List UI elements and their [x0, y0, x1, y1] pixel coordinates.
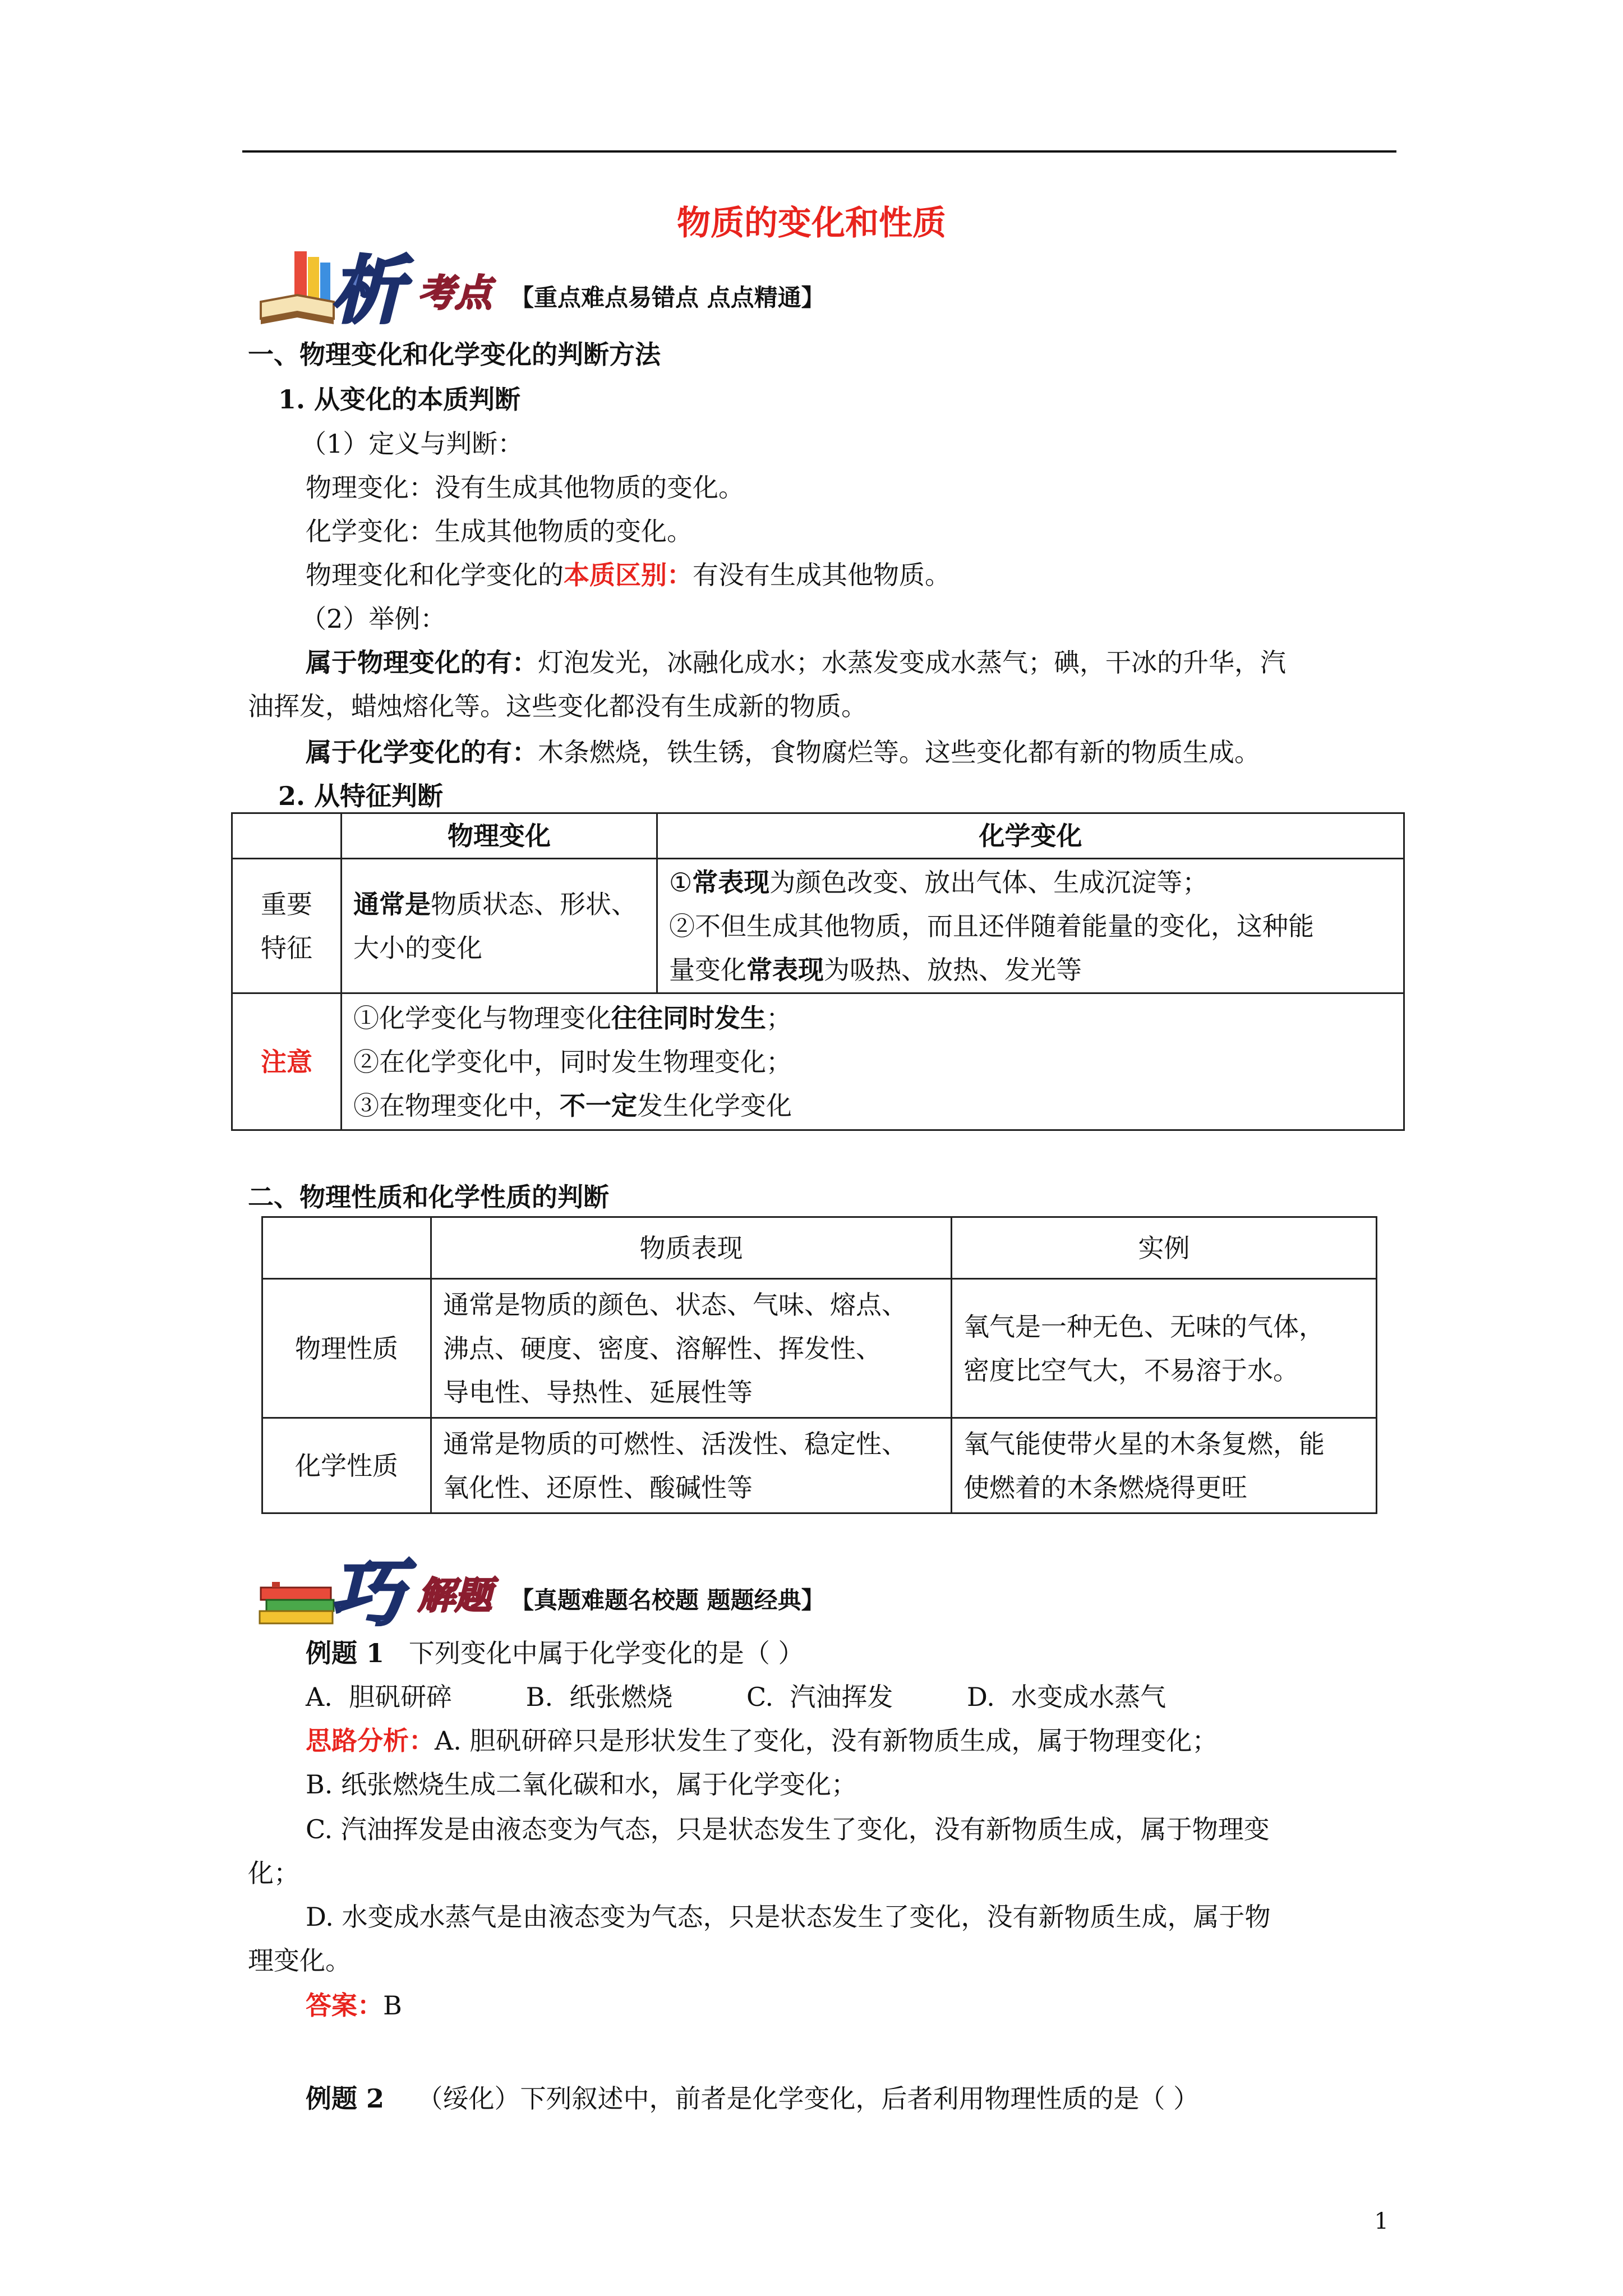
- bold-text: 通常是: [353, 889, 431, 919]
- section-banner-solve: [255, 1548, 928, 1644]
- text: ①: [669, 867, 693, 898]
- analysis-text: C. 汽油挥发是由液态变为气态，只是状态发生了变化，没有新物质生成，属于物理变: [306, 1814, 1270, 1844]
- page-title: 物质的变化和性质: [677, 204, 946, 243]
- paragraph: [306, 736, 1260, 769]
- row-label: 物理性质: [262, 1279, 431, 1418]
- paragraph: 化学变化：生成其他物质的变化。: [306, 516, 693, 546]
- text: 灯泡发光，冰融化成水；水蒸发变成水蒸气；碘，干冰的升华，汽: [538, 647, 1286, 678]
- bold-text: 常表现: [746, 954, 824, 985]
- section-heading: 二、物理性质和化学性质的判断: [248, 1182, 609, 1212]
- paragraph: 油挥发，蜡烛熔化等。这些变化都没有生成新的物质。: [248, 691, 867, 721]
- table-header: 实例: [952, 1217, 1377, 1279]
- text: 发生化学变化: [637, 1090, 792, 1121]
- table-cell: [657, 859, 1404, 993]
- text: 导电性、导热性、延展性等: [443, 1377, 753, 1407]
- text: 使燃着的木条燃烧得更旺: [963, 1472, 1247, 1503]
- answer-value: B: [383, 1990, 402, 2021]
- paragraph: [306, 471, 744, 504]
- example-question: [306, 1637, 804, 1669]
- row-label: 重要: [261, 889, 312, 919]
- analysis-label: 思路分析：: [306, 1726, 435, 1756]
- text: 为颜色改变、放出气体、生成沉淀等；: [769, 867, 1209, 898]
- paragraph: [306, 559, 951, 591]
- text: 通常是物质的可燃性、活泼性、稳定性、: [443, 1428, 907, 1459]
- bold-text: 常表现: [692, 867, 770, 898]
- note-label: 注意: [232, 993, 342, 1130]
- example-question: [306, 2082, 1199, 2115]
- books-icon: [255, 1548, 339, 1632]
- example-label: 例题 1: [306, 1638, 385, 1668]
- analysis-text: B. 纸张燃烧生成二氧化碳和水，属于化学变化；: [306, 1769, 857, 1800]
- subheading: 2. 从特征判断: [278, 781, 444, 811]
- text: 通常是物质的颜色、状态、气味、熔点、: [443, 1289, 907, 1320]
- text: 有没有生成其他物质。: [693, 560, 951, 590]
- banner-word: 考点: [418, 272, 492, 315]
- text: 氧气能使带火星的木条复燃，能: [963, 1428, 1325, 1459]
- properties-table: [261, 1216, 1377, 1514]
- subheading: 1. 从变化的本质判断: [278, 384, 521, 415]
- text: ；: [766, 1002, 792, 1033]
- table-cell: [952, 1418, 1377, 1513]
- bold-text: 不一定: [560, 1090, 637, 1121]
- question-text: （绥化）下列叙述中，前者是化学变化，后者利用物理性质的是（ ）: [417, 2083, 1200, 2114]
- banner-big-char: 析: [331, 248, 404, 333]
- analysis: [306, 1724, 1218, 1757]
- table-cell: [431, 1418, 952, 1513]
- highlight: 本质区别：: [564, 560, 693, 590]
- text: ②不但生成其他物质，而且还伴随着能量的变化，这种能: [669, 910, 1314, 941]
- text: 物理变化和化学变化的: [306, 560, 564, 590]
- text: 物质状态、形状、: [431, 889, 637, 919]
- header-rule: [242, 150, 1396, 153]
- text: 氧气是一种无色、无味的气体，: [963, 1311, 1325, 1342]
- text: ③在物理变化中，: [353, 1090, 560, 1121]
- banner-big-char: 巧: [331, 1550, 404, 1636]
- definition: ：没有生成其他物质的变化。: [409, 472, 744, 503]
- table-cell: [952, 1279, 1377, 1418]
- paragraph: [306, 646, 1286, 679]
- text: 大小的变化: [353, 932, 482, 963]
- banner-subtitle: 【重点难点易错点 点点精通】: [510, 284, 825, 311]
- table-cell: [342, 859, 657, 993]
- answer-label: 答案：: [306, 1990, 383, 2021]
- paragraph: （1）定义与判断：: [301, 429, 524, 459]
- table-cell: [262, 1217, 431, 1279]
- analysis-text: 化；: [248, 1858, 299, 1888]
- analysis-text: 理变化。: [248, 1945, 351, 1976]
- analysis-text: A. 胆矾研碎只是形状发生了变化，没有新物质生成，属于物理变化；: [435, 1726, 1218, 1756]
- options: A. 胆矾研碎 B. 纸张燃烧 C. 汽油挥发 D. 水变成水蒸气: [306, 1682, 1166, 1712]
- question-text: 下列变化中属于化学变化的是（ ）: [408, 1638, 804, 1668]
- analysis-text: D. 水变成水蒸气是由液态变为气态，只是状态发生了变化，没有新物质生成，属于物: [306, 1902, 1271, 1932]
- table-header: 物质表现: [431, 1217, 952, 1279]
- change-features-table: [231, 812, 1405, 1131]
- table-cell: [232, 813, 342, 859]
- row-label: 化学性质: [262, 1418, 431, 1513]
- row-label: 特征: [261, 932, 312, 963]
- term: 物理变化: [306, 472, 409, 503]
- book-stack-icon: [255, 246, 339, 330]
- bold-text: 往往同时发生: [611, 1002, 766, 1033]
- bold-lead: 属于化学变化的有：: [306, 737, 538, 767]
- banner-word: 解题: [418, 1574, 492, 1617]
- text: 密度比空气大，不易溶于水。: [963, 1355, 1299, 1386]
- section-heading: 一、物理变化和化学变化的判断方法: [248, 339, 661, 370]
- text: 为吸热、放热、发光等: [824, 954, 1082, 985]
- bold-lead: 属于物理变化的有：: [306, 647, 538, 678]
- table-header: 物理变化: [342, 813, 657, 859]
- page-number: 1: [1374, 2208, 1389, 2234]
- text: 量变化: [669, 954, 746, 985]
- table-cell: [342, 993, 1404, 1130]
- section-banner-analysis: [255, 246, 928, 341]
- banner-subtitle: 【真题难题名校题 题题经典】: [510, 1586, 825, 1614]
- text: ①化学变化与物理变化: [353, 1002, 611, 1033]
- text: 氧化性、还原性、酸碱性等: [443, 1472, 753, 1503]
- answer: [306, 1989, 402, 2022]
- text: 木条燃烧，铁生锈，食物腐烂等。这些变化都有新的物质生成。: [538, 737, 1260, 767]
- text: 沸点、硬度、密度、溶解性、挥发性、: [443, 1333, 882, 1364]
- table-header: 化学变化: [657, 813, 1404, 859]
- example-label: 例题 2: [306, 2083, 385, 2114]
- paragraph: （2）举例：: [301, 604, 446, 634]
- text: ②在化学变化中，同时发生物理变化；: [353, 1046, 792, 1077]
- table-cell: [431, 1279, 952, 1418]
- table-cell: [232, 859, 342, 993]
